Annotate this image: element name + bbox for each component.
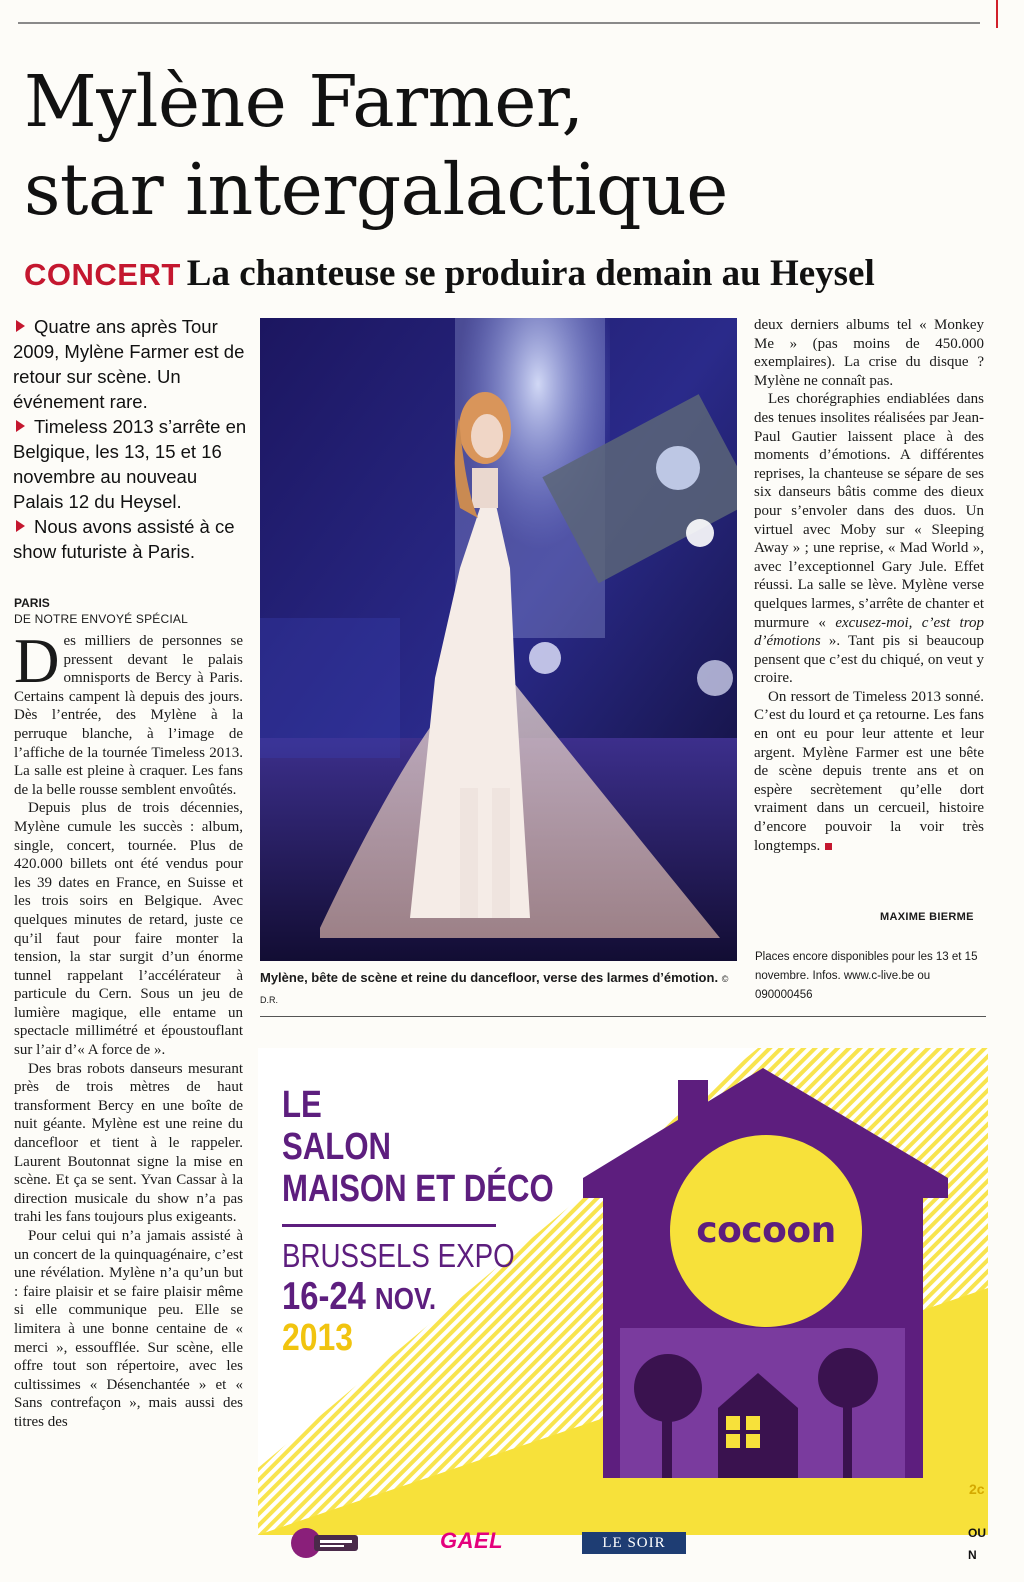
- partner-logo-gael: GAEL: [440, 1528, 504, 1553]
- deck: [24, 252, 984, 295]
- paragraph: Les chorégraphies endiablées dans des tenues insolites réalisées par Jean-Paul Gautier laissent place à des moments d’émotions. A différentes reprises, la chanteuse se sépare de ses six danseurs bâtis comme des dieux pour s’envoler dans des duos. Un virtuel avec Moby sur « Sleeping Away » ; une reprise, « Mad World », avec l’exceptionnel Gary Jule. Effet réussi. La salle se lève. Mylène verse quelques larmes, s’arrête de chanter et murmure « excusez-moi, c’est trop d’émotions ». Tant pis si beaucoup pensent que c’est du chiqué, on veut y croire.: [754, 391, 984, 687]
- page-edge-mark: [996, 0, 998, 28]
- ad-brand-logo: cocoon: [696, 1210, 836, 1251]
- summary-bullet: Quatre ans après Tour 2009, Mylène Farmer est de retour sur scène. Un événement rare.: [13, 316, 245, 412]
- paragraph: Des bras robots danseurs mesurant près de trois mètres de haut transforment Bercy en une boîte de nuit géante. Mylène est une reine du dancefloor et tient à le rappeler. Laurent Boutonnat signe la mise en scène. Et ça se sent. Yvan Cassar à la direction musicale du show n’a pas trahi les fans toujours plus exigeants.: [14, 1060, 243, 1226]
- top-rule: [18, 22, 980, 24]
- page-marker: 2c: [969, 1481, 985, 1497]
- paragraph: On ressort de Timeless 2013 sonné. C’est du lourd et ça retourne. Les fans en ont eu pour leur attente et leur argent. Mylène Farmer est une bête de scène depuis trente ans et on espère secrètement qu’elle dort vraiment dans un cercueil, histoire d’encore pouvoir la voir très longtemps.: [754, 688, 984, 854]
- article-column-right: [754, 316, 984, 855]
- partner-logo-1: [290, 1526, 360, 1560]
- paragraph: Depuis plus de trois décennies, Mylène cumule les succès : album, single, concert, tournée. Plus de 420.000 billets ont été vendus pour les 39 dates en France, en Suisse et les trois soirs en Belgique. Avec quelques minutes de retard, juste ce qu’il faut pour faire monter la tension, la star surgit d’un énorme tunnel rappelant l’accélérateur à particule du Cern. Sous un jeu de lumière magique, elle entame un spectacle millimétré et époustouflant sur l’air d’« A force de ».: [14, 800, 243, 1059]
- bullet-arrow-icon: [16, 520, 25, 532]
- paragraph: Pour celui qui n’a jamais assisté à un concert de la quinquagénaire, c’est une révélation. Mylène n’a qu’un but : faire plaisir et se faire plaisir même si elle communique peu. Elle se limitera à une bonne centaine de « merci », essoufflée. Sur scène, elle offre tout son répertoire, avec les cultissimes « Désenchantée » et « Sans contrefaçon », mais aussi des titres des: [14, 1228, 243, 1430]
- dateline: PARIS: [14, 596, 50, 610]
- adjacent-page-fragment: OU N: [968, 1526, 986, 1562]
- article-column-left: [14, 626, 243, 1432]
- headline-line-1: Mylène Farmer,: [24, 60, 584, 143]
- author-signature: MAXIME BIERME: [880, 911, 974, 923]
- photo-caption: Mylène, bête de scène et reine du dancefloor, verse des larmes d’émotion. © D.R.: [260, 970, 729, 1005]
- paragraph: Des milliers de personnes se pressent devant le palais omnisports de Bercy à Paris. Certains campent là depuis des jours. Dès l’entrée, des Mylène à la perruque blanche, à l’image de l’affiche de la tournée Timeless 2013. La salle est pleine à craquer. Les fans de la belle rousse semblent envoûtés.: [14, 626, 243, 798]
- paragraph: deux derniers albums tel « Monkey Me » (pas moins de 450.000 exemplaires). La crise du disque ? Mylène ne connaît pas.: [754, 317, 984, 389]
- concert-photo: [260, 318, 737, 961]
- headline: [24, 58, 984, 234]
- summary-bullet: Nous avons assisté à ce show futuriste à Paris.: [13, 516, 235, 562]
- summary-bullets: [13, 314, 249, 564]
- correspondent-label: DE NOTRE ENVOYÉ SPÉCIAL: [14, 612, 188, 626]
- advertisement[interactable]: [258, 1048, 988, 1535]
- headline-line-2: star intergalactique: [24, 148, 728, 231]
- partner-logo-lesoir: LE SOIR: [582, 1532, 686, 1554]
- ad-separator: [260, 1016, 986, 1017]
- ad-year: 2013: [282, 1317, 354, 1359]
- end-square-icon: [825, 843, 832, 850]
- quote-italic: excusez-moi, c’est trop d’émotions: [754, 614, 984, 650]
- bullet-arrow-icon: [16, 420, 25, 432]
- photo-credit: © D.R.: [260, 974, 729, 1005]
- deck-text: La chanteuse se produira demain au Heysel: [186, 253, 875, 294]
- ad-title-rule: [282, 1224, 496, 1227]
- summary-bullet: Timeless 2013 s’arrête en Belgique, les 13, 15 et 16 novembre au nouveau Palais 12 du Heysel.: [13, 416, 247, 512]
- ad-title: LE SALON MAISON ET DÉCO: [282, 1084, 554, 1210]
- kicker: CONCERT: [24, 257, 181, 292]
- ad-venue: BRUSSELS EXPO: [282, 1237, 515, 1274]
- drop-cap: D: [14, 626, 60, 696]
- ticket-info: Places encore disponibles pour les 13 et 15 novembre. Infos. www.c-live.be ou 090000456: [755, 951, 978, 1001]
- bullet-arrow-icon: [16, 320, 25, 332]
- ad-dates: 16-24 NOV.: [282, 1275, 437, 1318]
- ad-partner-logos: [290, 1526, 720, 1564]
